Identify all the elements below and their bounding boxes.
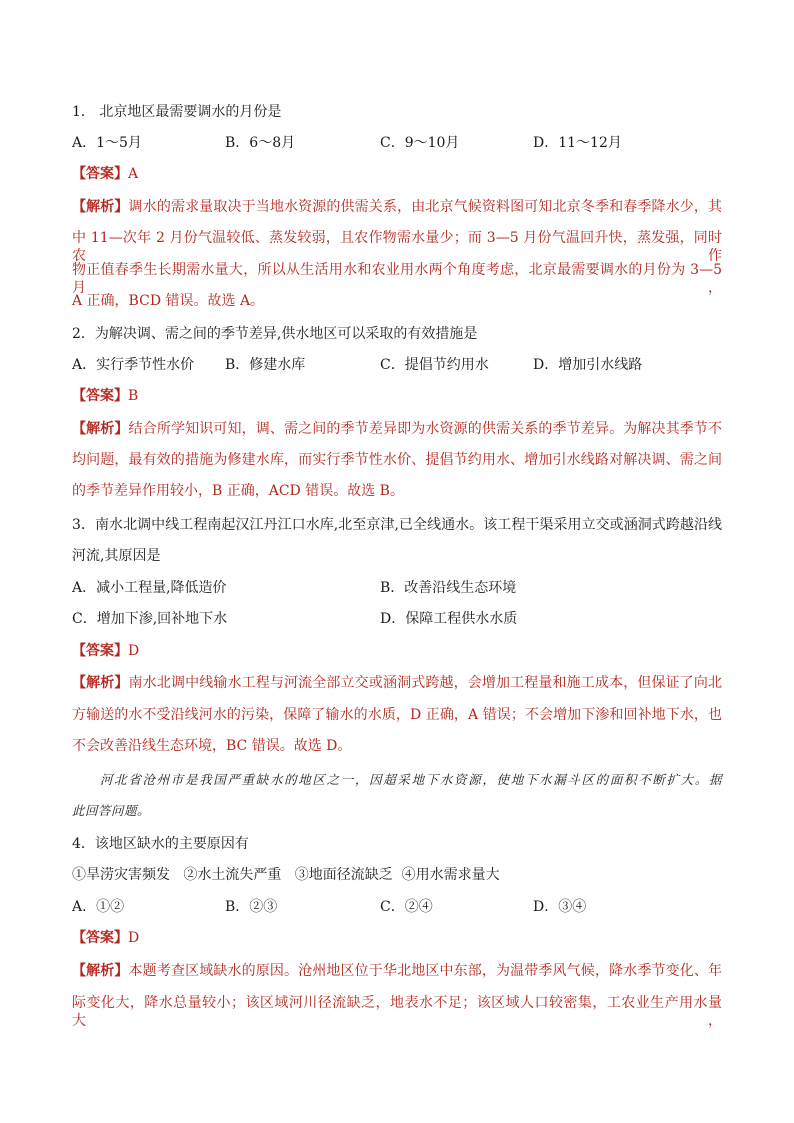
q3-question-line: 3．南水北调中线工程南起汉江丹江口水库,北至京津,已全线通水。该工程干渠采用立交或涵洞式跨越沿线 — [72, 517, 722, 533]
q3-option-d: D．保障工程供水水质 — [380, 611, 518, 627]
q3-option-b: B．改善沿线生态环境 — [380, 580, 517, 596]
q1-question: 1． 北京地区最需要调水的月份是 — [72, 104, 282, 120]
q4-analysis-line — [72, 962, 722, 980]
q1-answer — [72, 165, 138, 183]
answer-value: A — [128, 166, 139, 182]
q1-analysis-line: A 正确，BCD 错误。故选 A。 — [72, 293, 265, 309]
q2-option-b: B．修建水库 — [225, 357, 306, 373]
answer-label: 【答案】 — [72, 166, 128, 182]
analysis-text: 结合所学知识可知，调、需之间的季节差异即为水资源的供需关系的季节差异。为解决其季节不 — [128, 421, 723, 437]
q1-option-d: D．11～12月 — [533, 135, 622, 151]
q3-answer — [72, 642, 139, 660]
q2-answer — [72, 387, 138, 405]
q4-option-a: A．①② — [72, 899, 125, 915]
q4-analysis-line: 际变化大，降水总量较小；该区域河川径流缺乏，地表水不足；该区域人口较密集，工农业生产用水量大， — [72, 995, 722, 1029]
answer-label: 【答案】 — [72, 643, 128, 659]
q1-option-a: A．1～5月 — [72, 135, 142, 151]
analysis-label: 【解析】 — [72, 199, 129, 215]
q2-analysis-line: 均问题，最有效的措施为修建水库，而实行季节性水价、提倡节约用水、增加引水线路对解决调、需之间 — [72, 452, 722, 468]
answer-value: D — [128, 643, 140, 659]
answer-value: B — [128, 388, 139, 404]
q3-question-line: 河流,其原因是 — [72, 548, 161, 564]
q1-option-c: C．9～10月 — [380, 135, 460, 151]
analysis-text: 南水北调中线输水工程与河流全部立交或涵洞式跨越，会增加工程量和施工成本，但保证了向北 — [128, 675, 723, 691]
q2-question: 2．为解决调、需之间的季节差异,供水地区可以采取的有效措施是 — [72, 326, 478, 342]
analysis-text: 调水的需求量取决于当地水资源的供需关系，由北京气候资料图可知北京冬季和春季降水少，其 — [128, 199, 723, 215]
q4-option-c: C．②④ — [380, 899, 433, 915]
q2-option-d: D．增加引水线路 — [533, 357, 643, 373]
q1-option-b: B．6～8月 — [225, 135, 296, 151]
passage-line: 河北省沧州市是我国严重缺水的地区之一，因超采地下水资源，使地下水漏斗区的面积不断扩大。据 — [100, 772, 722, 787]
analysis-label: 【解析】 — [72, 675, 129, 691]
q2-option-c: C．提倡节约用水 — [380, 357, 489, 373]
q2-option-a: A．实行季节性水价 — [72, 357, 195, 373]
answer-label: 【答案】 — [72, 388, 128, 404]
q3-option-c: C．增加下渗,回补地下水 — [72, 611, 228, 627]
answer-value: D — [128, 930, 140, 946]
passage-line: 此回答问题。 — [72, 803, 151, 818]
q1-analysis-line: 中 11—次年 2 月份气温较低、蒸发较弱，且农作物需水量少；而 3—5 月份气温回升快，蒸发强，同时农作 — [72, 230, 722, 264]
q4-option-b: B．②③ — [225, 899, 278, 915]
q1-analysis-line — [72, 198, 722, 216]
analysis-label: 【解析】 — [72, 963, 129, 979]
q3-analysis-line: 不会改善沿线生态环境，BC 错误。故选 D。 — [72, 738, 352, 754]
q4-answer — [72, 929, 139, 947]
answer-label: 【答案】 — [72, 930, 128, 946]
q4-question: 4．该地区缺水的主要原因有 — [72, 836, 249, 852]
analysis-label: 【解析】 — [72, 421, 129, 437]
q3-analysis-line — [72, 674, 722, 692]
q3-option-a: A．减小工程量,降低造价 — [72, 580, 227, 596]
q4-choices: ①旱涝灾害频发 ②水土流失严重 ③地面径流缺乏 ④用水需求量大 — [72, 867, 500, 883]
q2-analysis-line: 的季节差异作用较小，B 正确，ACD 错误。故选 B。 — [72, 483, 404, 499]
analysis-text: 本题考查区域缺水的原因。沧州地区位于华北地区中东部，为温带季风气候，降水季节变化、年 — [128, 963, 723, 979]
q4-option-d: D．③④ — [533, 899, 587, 915]
q1-analysis-line: 物正值春季生长期需水量大，所以从生活用水和农业用水两个角度考虑，北京最需要调水的月份为 3—5 月， — [72, 262, 722, 296]
q2-analysis-line — [72, 420, 722, 438]
q3-analysis-line: 方输送的水不受沿线河水的污染，保障了输水的水质，D 正确，A 错误；不会增加下渗和回补地下水，也 — [72, 707, 722, 723]
